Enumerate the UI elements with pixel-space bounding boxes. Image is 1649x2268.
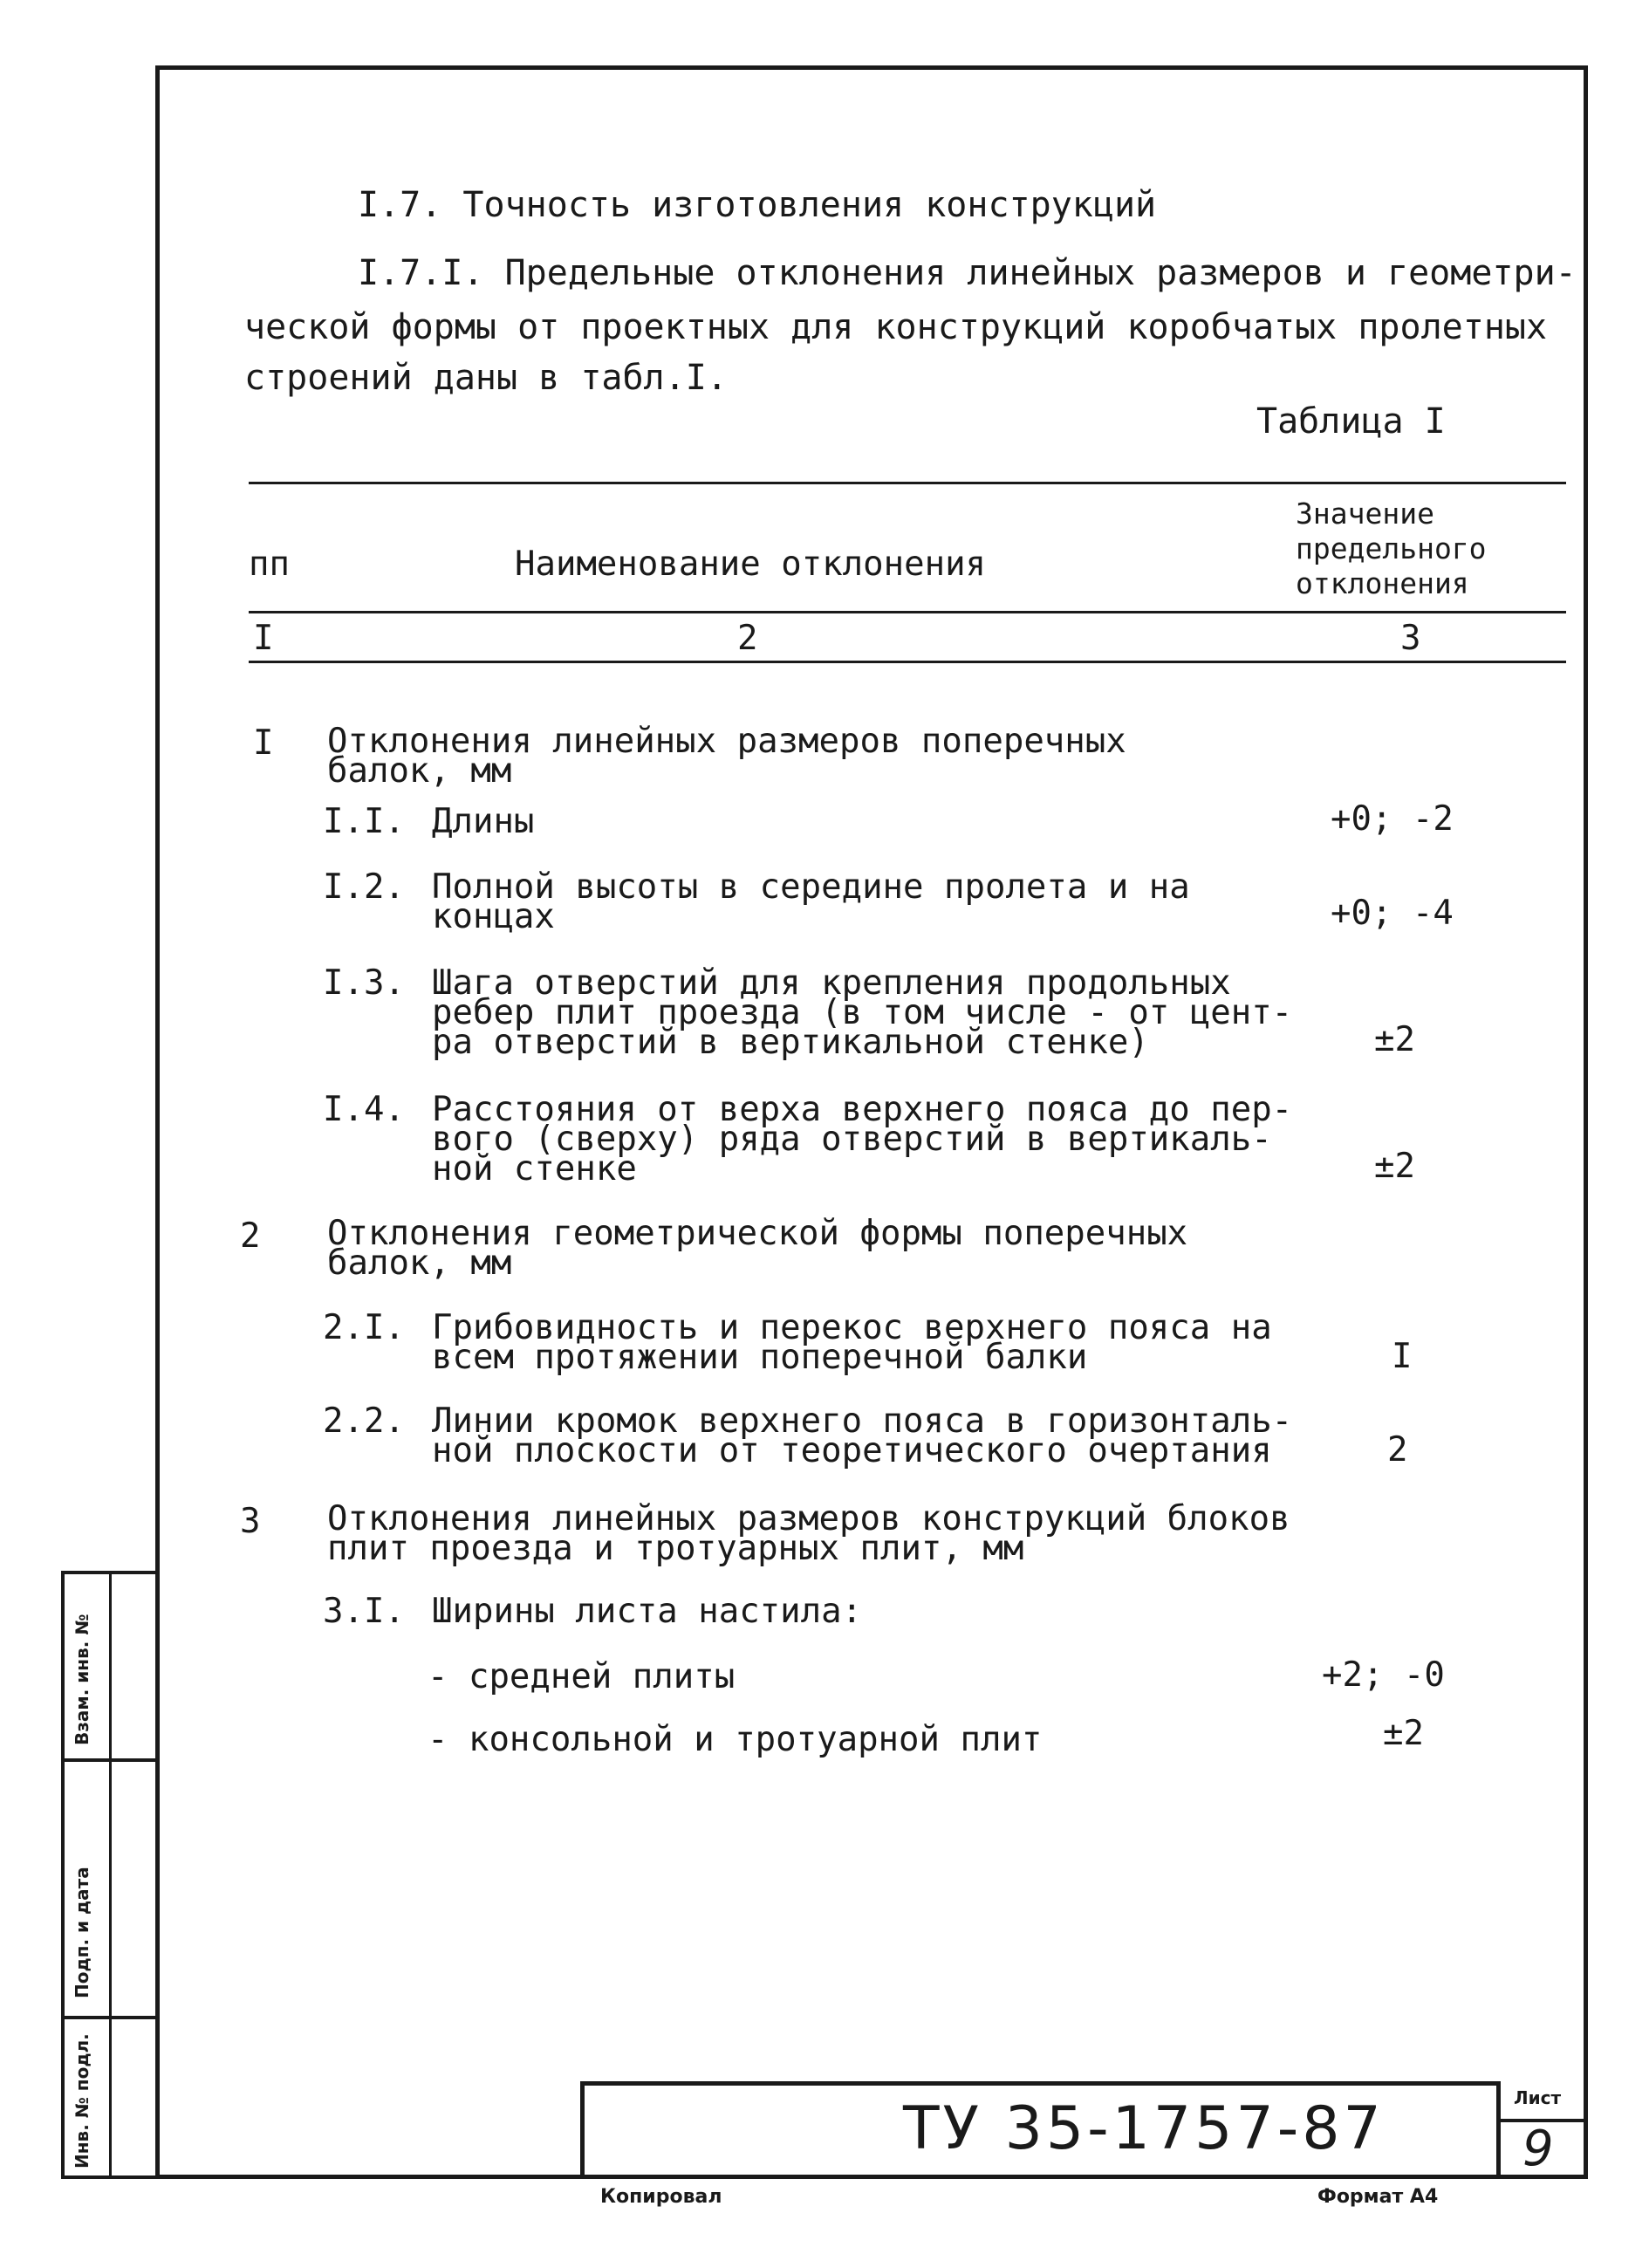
row-number: I.4.: [323, 1090, 405, 1129]
row-text: балок, мм: [327, 1244, 512, 1283]
row-value: ±2: [1374, 1020, 1415, 1059]
column-number-3: 3: [1400, 619, 1421, 658]
header-col-value-1: Значение: [1296, 497, 1434, 531]
row-value: +0; -2: [1331, 799, 1454, 839]
paragraph-line-2: ческой формы от проектных для конструкций коробчатых пролетных: [244, 307, 1548, 347]
side-stamp-divider: [109, 1571, 112, 2179]
header-col-value-3: отклонения: [1296, 566, 1469, 600]
row-text: Ширины листа настила:: [432, 1592, 863, 1631]
row-text: Расстояния от верха верхнего пояса до пер-: [432, 1090, 1293, 1129]
row-text: Грибовидность и перекос верхнего пояса на: [432, 1308, 1272, 1347]
row-number: I: [253, 723, 274, 763]
row-text: Шага отверстий для крепления продольных: [432, 963, 1231, 1003]
row-text: ра отверстий в вертикальной стенке): [432, 1023, 1149, 1062]
row-text: Отклонения линейных размеров поперечных: [327, 722, 1126, 761]
side-stamp-row-rule: [61, 2016, 155, 2019]
row-value: 2: [1387, 1430, 1408, 1470]
column-number-rule: [249, 661, 1566, 663]
row-text: ной стенке: [432, 1149, 637, 1189]
header-col-value-2: предельного: [1296, 531, 1487, 565]
row-text: Отклонения геометрической формы поперечных: [327, 1214, 1188, 1253]
sheet-label: Лист: [1514, 2087, 1562, 2108]
row-text: Отклонения линейных размеров конструкций блоков: [327, 1499, 1290, 1538]
stamp-label-original-inv: Инв. № подл.: [72, 2033, 92, 2169]
row-text: Длины: [432, 802, 535, 841]
paragraph-line-1: I.7.I. Предельные отклонения линейных размеров и геометри-: [358, 253, 1577, 293]
row-number: I.2.: [323, 867, 405, 907]
row-text: - консольной и тротуарной плит: [428, 1720, 1043, 1759]
row-value: ±2: [1374, 1147, 1415, 1186]
document-code: ТУ 35-1757-87: [903, 2094, 1385, 2163]
row-text: плит проезда и тротуарных плит, мм: [327, 1529, 1024, 1568]
row-text: ной плоскости от теоретического очертания: [432, 1431, 1272, 1470]
row-number: 2: [240, 1216, 261, 1256]
side-stamp-row-rule: [61, 1758, 155, 1762]
paragraph-line-3: строений даны в табл.I.: [244, 358, 728, 398]
footer-copied-by: Копировал: [600, 2186, 722, 2208]
row-text: всем протяжении поперечной балки: [432, 1338, 1088, 1377]
row-text: - средней плиты: [428, 1657, 736, 1696]
row-number: 3: [240, 1502, 261, 1541]
row-text: балок, мм: [327, 751, 512, 791]
row-value: +0; -4: [1331, 894, 1454, 933]
row-number: 3.I.: [323, 1592, 405, 1631]
row-value: ±2: [1383, 1714, 1424, 1753]
row-text: вого (сверху) ряда отверстий в вертикаль-: [432, 1120, 1272, 1159]
section-heading: I.7. Точность изготовления конструкций: [358, 185, 1157, 225]
footer-format: Формат А4: [1317, 2186, 1439, 2208]
row-number: 2.2.: [323, 1401, 405, 1441]
row-text: Полной высоты в середине пролета и на: [432, 867, 1190, 907]
row-text: ребер плит проезда (в том числе - от цент-: [432, 993, 1293, 1032]
row-text: концах: [432, 897, 555, 936]
stamp-label-replaced-inv: Взам. инв. №: [72, 1614, 92, 1745]
row-value: I: [1392, 1337, 1413, 1376]
table-caption: Таблица I: [1256, 401, 1446, 442]
row-text: Линии кромок верхнего пояса в горизонталь-: [432, 1401, 1293, 1441]
column-number-2: 2: [737, 619, 758, 658]
header-col-number: пп: [249, 545, 290, 584]
stamp-label-signature-date: Подп. и дата: [72, 1867, 92, 1998]
row-number: I.3.: [323, 963, 405, 1003]
table-top-rule: [249, 482, 1566, 484]
column-number-1: I: [253, 619, 274, 658]
row-value: +2; -0: [1322, 1655, 1445, 1695]
header-bottom-rule: [249, 611, 1566, 613]
row-number: 2.I.: [323, 1308, 405, 1347]
row-number: I.I.: [323, 802, 405, 841]
header-col-name: Наименование отклонения: [515, 545, 987, 584]
sheet-number: 9: [1522, 2121, 1554, 2177]
